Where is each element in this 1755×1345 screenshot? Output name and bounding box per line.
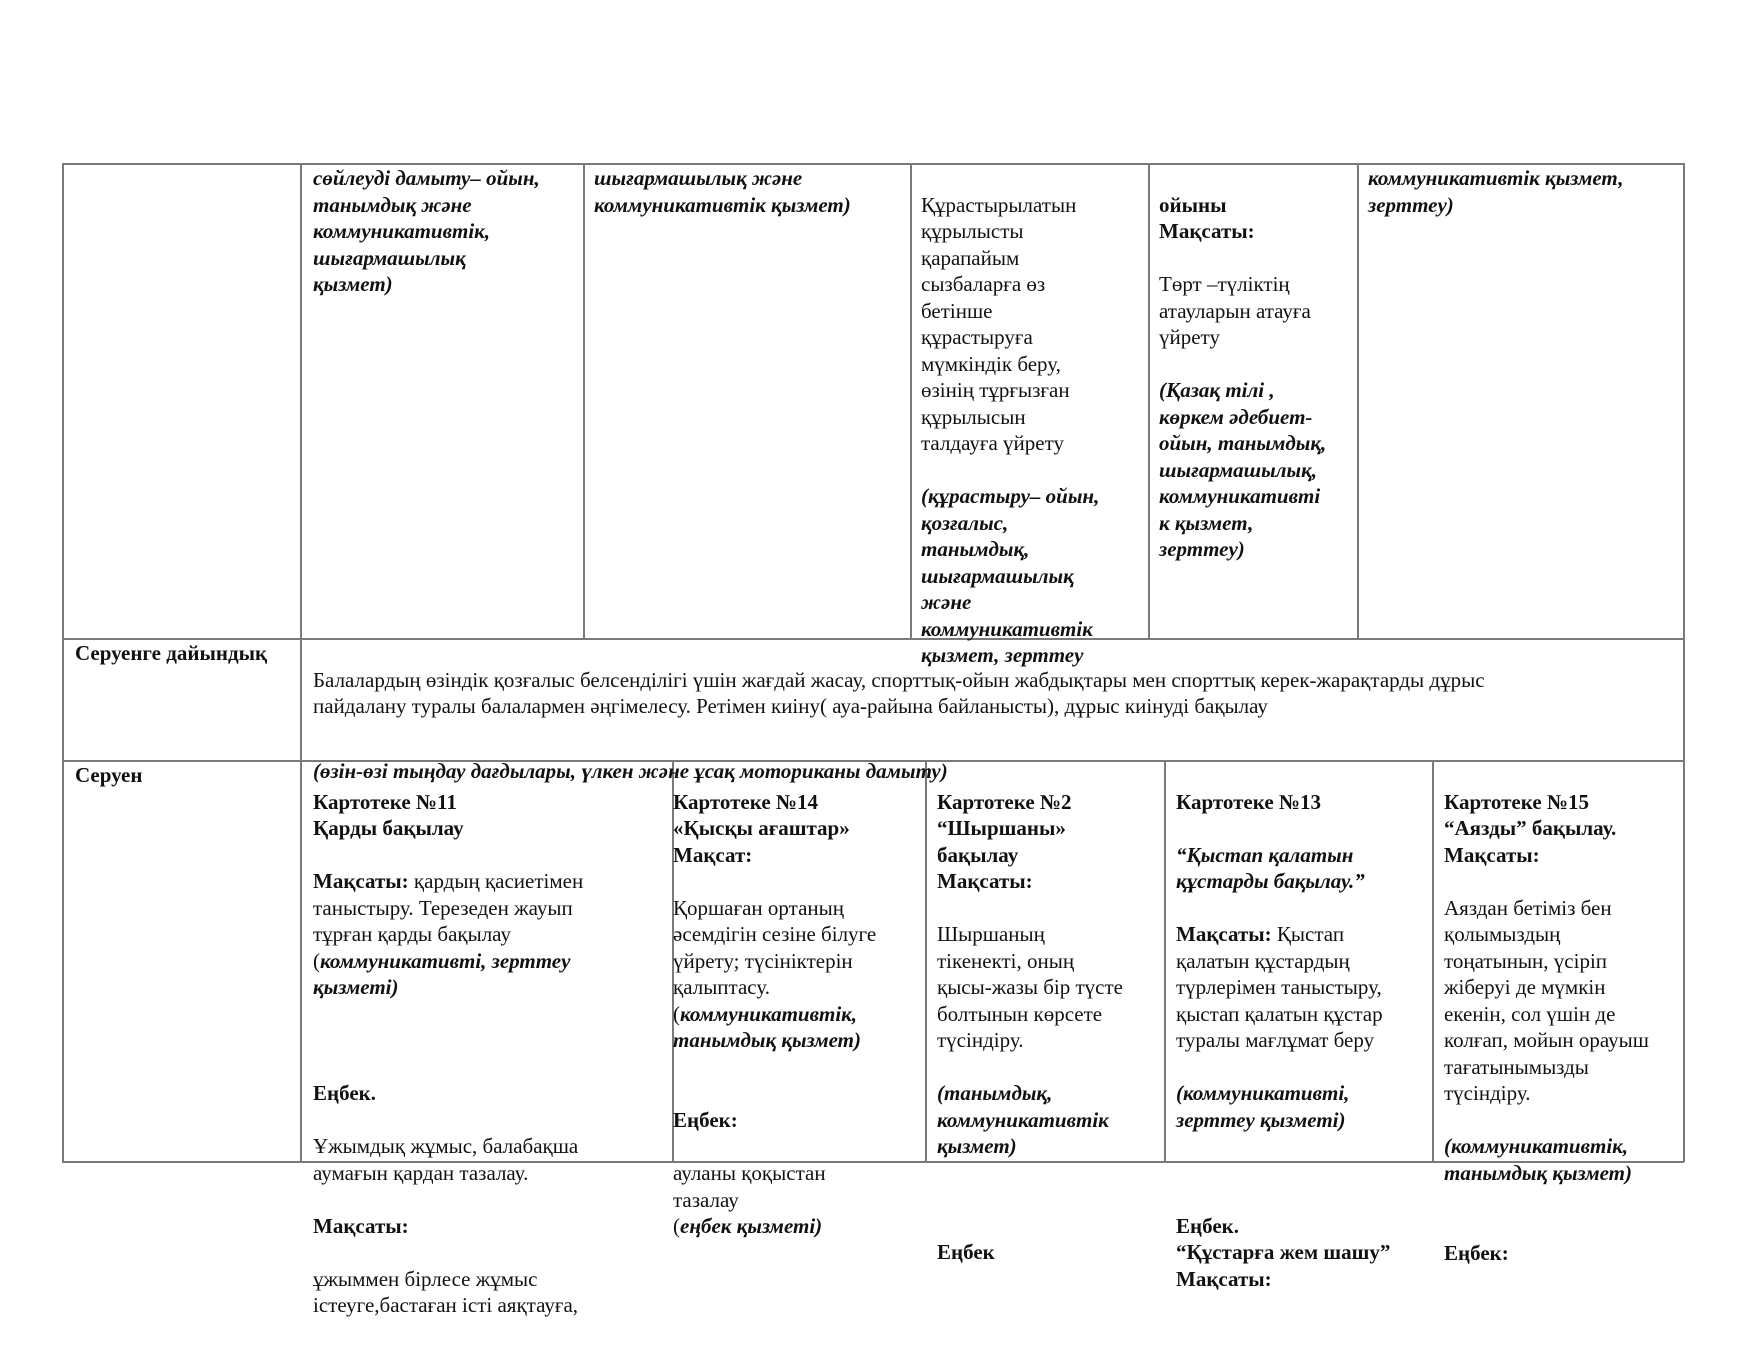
walk-card-3-work-label: Еңбек [937,1240,995,1264]
walk-card-5-aim-italic: (коммуникативтік, танымдық қызмет) [1444,1134,1632,1185]
top-cell-4-text: Құрастырылатын құрылысты қарапайым сызбаларға өз бетінше құрастыруға мүмкіндік беру, өзінің тұрғызған құрылысын талдауға үйрету [921,192,1077,455]
walk-card-2-title: Картотеке №14 «Қысқы ағаштар» Мақсат: [673,789,850,867]
walk-card-1-aim [313,868,669,1001]
table-right-border [1683,163,1685,1162]
walk-card-1-aim2-text: ұжыммен бірлесе жұмыс істеуге,бастаған істі аяқтауға, [313,1266,579,1317]
top-cell-5-bold: ойыны Мақсаты: [1159,192,1255,243]
walk-card-2-work-text: ауланы қоқыстан тазалау ( [673,1161,826,1238]
top-cell-6: коммуникативтік қызмет, зерттеу) [1368,166,1624,217]
walk-card-4-work-label: Еңбек. “Құстарға жем шашу” Мақсаты: [1176,1213,1391,1291]
walk-col-divider-5 [1432,760,1434,1162]
walk-card-2-work [673,1160,923,1240]
walk-card-3-aim-text: Шыршаның тікенекті, оның қысы-жазы бір түсте болтынын көрсете түсіндіру. [937,922,1123,1052]
top-col-divider-4 [1148,163,1150,639]
walk-card-4-aim [1176,921,1430,1054]
top-cell-4-italic: (құрастыру– ойын, қозғалыс, танымдық, шығармашылық және коммуникативтік қызмет, зерттеу [921,484,1100,667]
table-left-border [62,163,64,1162]
walk-card-5 [1444,762,1680,1293]
top-cell-4 [921,165,1146,695]
top-cell-2: сөйлеуді дамыту– ойын, танымдық және коммуникативтік, шығармашылық қызмет) [313,166,540,296]
walk-card-1-aim-label: Мақсаты: [313,869,409,893]
walk-card-1-aim-text: қардың қасиетімен таныстыру. Терезеден жауып тұрған қарды бақылау ( [313,869,584,973]
prep-row-italic: (өзін-өзі тыңдау дағдылары, үлкен және ұсақ моториканы дамыту) [313,759,948,783]
top-col-divider-5 [1357,163,1359,639]
top-col-divider-2 [583,163,585,639]
walk-card-1-title: Картотеке №11 Қарды бақылау [313,789,464,840]
top-cell-5-italic: (Қазақ тілі , көркем әдебиет- ойын, танымдық, шығармашылық, коммуникативті к қызмет, зерттеу) [1159,378,1327,561]
walk-card-3-title: Картотеке №2 “Шыршаны» бақылау Мақсаты: [937,789,1072,893]
walk-card-2-work-label: Еңбек: [673,1108,738,1132]
walk-card-4-aim-text: Қыстап қалатын құстардың түрлерімен таныстыру, қыстап қалатын құстар туралы мағлұмат беру [1176,922,1383,1052]
top-cell-3: шығармашылық және коммуникативтік қызмет) [594,166,851,217]
walk-card-1-aim2-label: Мақсаты: [313,1213,409,1238]
walk-col-divider-4 [1164,760,1166,1162]
walk-card-4 [1176,762,1430,1319]
walk-card-4-aim-italic: (коммуникативті, зерттеу қызметі) [1176,1081,1350,1132]
top-cell-5 [1159,165,1355,589]
column-divider-label [300,163,302,1162]
walk-card-4-aim-label: Мақсаты: [1176,922,1272,946]
walk-card-1-work-label: Еңбек. [313,1081,376,1105]
walk-card-1-aim-italic: коммуникативті, зерттеу қызметі) [313,948,571,999]
top-cell-5-text: Төрт –түліктің атауларын атауға үйрету [1159,272,1311,349]
walk-card-2-aim [673,895,923,1054]
walk-card-4-title: Картотеке №13 [1176,789,1322,814]
walk-card-2 [673,762,923,1266]
walk-col-divider-3 [925,760,927,1162]
walk-card-1 [313,762,669,1345]
walk-card-4-subtitle: “Қыстап қалатын құстарды бақылау.” [1176,842,1365,893]
walk-card-1-work-text: Ұжымдық жұмыс, балабақша аумағын қардан тазалау. [313,1134,579,1185]
walk-row-label: Серуен [75,763,143,787]
walk-card-5-aim-text: Аяздан бетіміз бен қолымыздың тоңатынын, үсіріп жіберуі де мүмкін екенін, сол үшін де колғап, мойын орауыш тағатынымызды түсіндіру. [1444,895,1649,1105]
walk-card-2-aim-italic: коммуникативтік, танымдық қызмет) [673,1001,861,1052]
walk-card-5-work-label: Еңбек: [1444,1240,1509,1265]
prep-row-label: Серуенге дайындық [75,641,268,665]
top-col-divider-3 [910,163,912,639]
walk-card-3 [937,762,1162,1292]
walk-card-2-aim-text: Қоршаған ортаның әсемдігін сезіне білуге үйрету; түсініктерін қалыптасу. ( [673,895,877,1026]
prep-row-text: Балалардың өзіндік қозғалыс белсенділігі үшін жағдай жасау, спорттық-ойын жабдықтары мен спорттық керек-жарақтарды дұрыс пайдалану туралы балалармен әңгімелесу. Ретімен киіну( ауа-райына байланысты), дұрыс киінуді бақылау [313,667,1485,718]
walk-card-2-work-italic: еңбек қызметі) [680,1214,823,1238]
walk-card-3-aim-italic: (танымдық, коммуникативтік қызмет) [937,1081,1109,1158]
walk-card-5-title: Картотеке №15 “Аязды” бақылау. Мақсаты: [1444,789,1617,867]
